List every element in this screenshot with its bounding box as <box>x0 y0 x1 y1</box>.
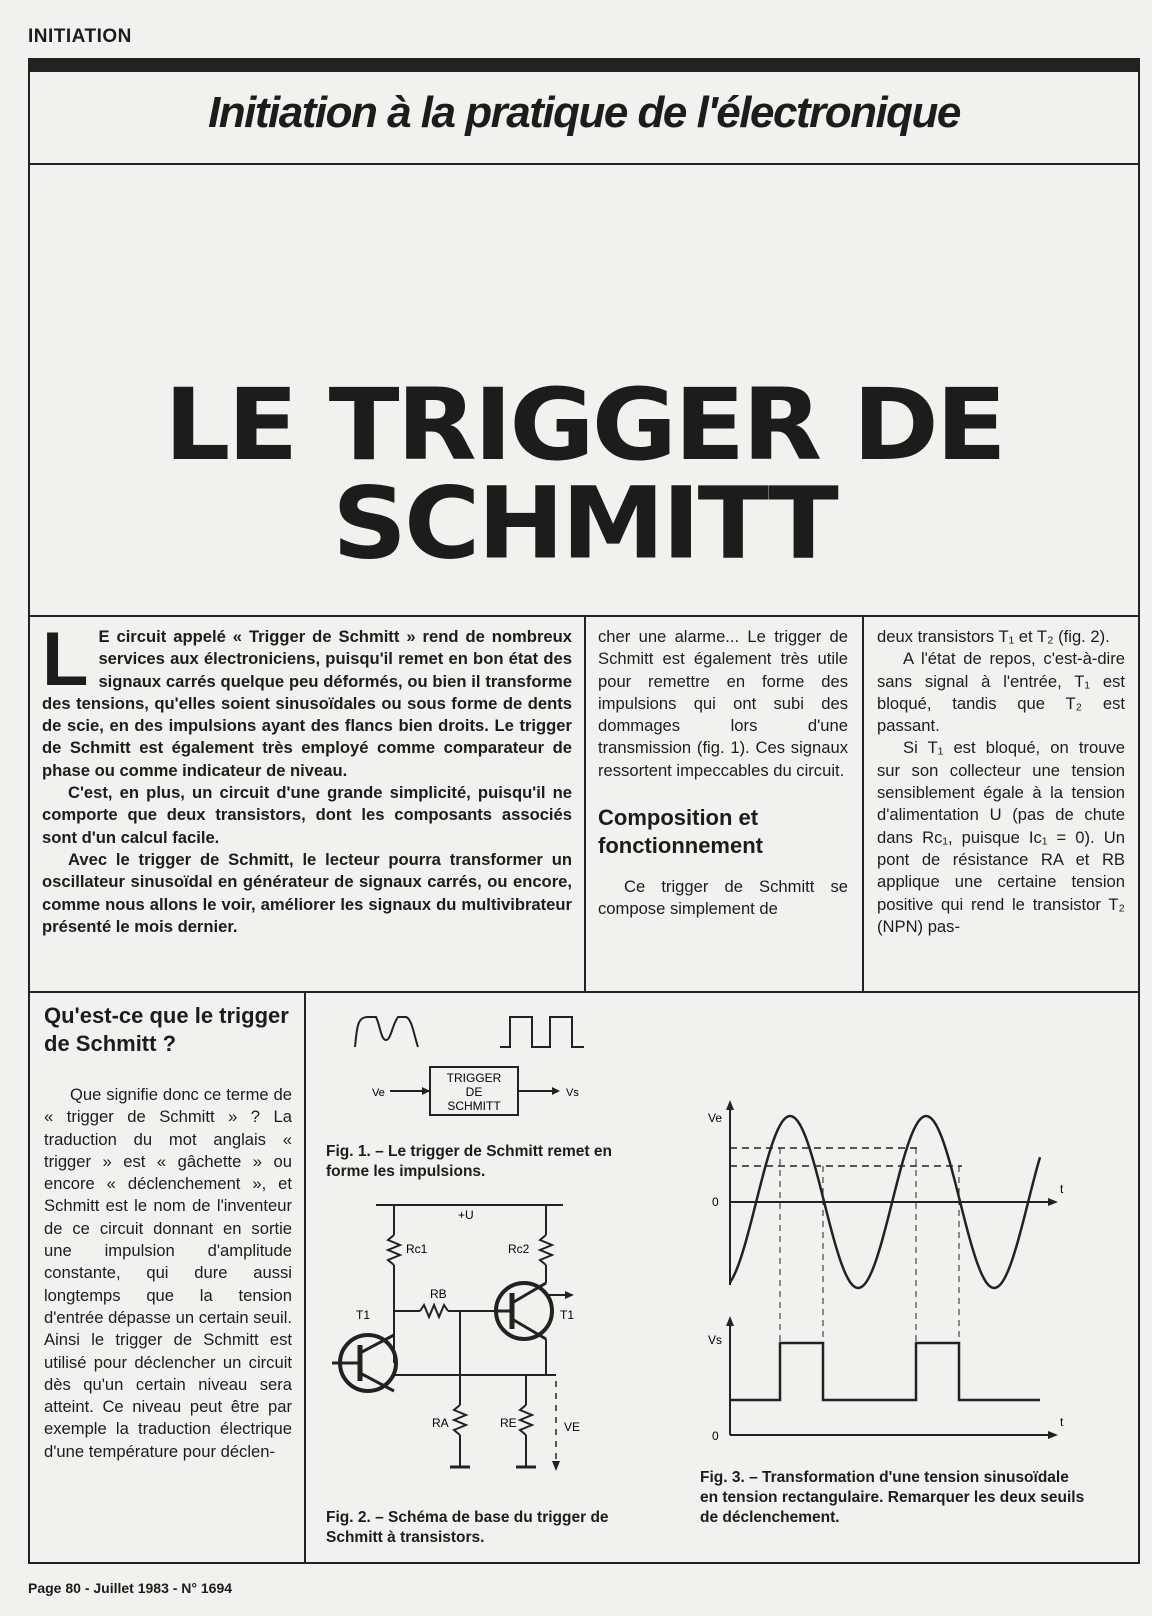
body-paragraph: cher une alarme... Le trigger de Schmitt est également très utile pour remettre en forme des impulsions qui ont subi des dommages lors d'une transmission (fig. 1). Ces signaux ressortent impeccables du circuit. <box>598 627 848 780</box>
t-axis-label: t <box>1060 1415 1064 1429</box>
arrow-icon <box>422 1087 430 1095</box>
rc2-label: Rc2 <box>508 1242 530 1256</box>
input-label: Ve <box>372 1087 385 1099</box>
resistor-ra <box>454 1405 466 1435</box>
trigger-box-text: DE <box>465 1085 483 1099</box>
rc1-label: Rc1 <box>406 1242 428 1256</box>
divider <box>28 163 1140 165</box>
column-rule <box>304 993 306 1562</box>
fig3-caption: Fig. 3. – Transformation d'une tension sinusoïdale en tension rectangulaire. Remarquer les deux seuils de déclenchement. <box>700 1469 1085 1526</box>
intro-paragraph: Avec le trigger de Schmitt, le lecteur pourra transformer un oscillateur sinusoïdal en générateur de signaux carrés, ou encore, comme nous allons le voir, améliorer les signaux du multivibrateur présenté le mois dernier. <box>42 849 572 936</box>
sidebar <box>44 1002 292 1463</box>
ve-axis-label: Ve <box>708 1111 723 1125</box>
intro-text <box>42 617 572 938</box>
intro-paragraph: C'est, en plus, un circuit d'une grande simplicité, puisqu'il ne comporte que deux transistors, dont les composants associés sont d'un calcul facile. <box>42 783 572 847</box>
fig1-diagram <box>310 995 650 1120</box>
vs-axis-label: Vs <box>708 1333 723 1347</box>
fig2-schematic <box>318 1195 618 1495</box>
intro-paragraph: E circuit appelé « Trigger de Schmitt » rend de nombreux services aux électroniciens, puisqu'il remet en bon état des signaux carrés quelque peu déformés, ou bien il transforme des tensions, qu'elles soient sinusoïdales ou sous forme de dents de scie, en des impulsions ayant des flancs bien droits. Le trigger de Schmitt est également très employé comme comparateur de phase ou comme indicateur de niveau. <box>42 627 572 780</box>
sidebar-paragraph: Que signifie donc ce terme de « trigger de Schmitt » ? La traduction du mot anglais « trigger » est « gâchette » ou encore « déclenchement », et Schmitt est le nom de l'inventeur de ce circuit donnant en sortie une impulsion d'amplitude constante, qui dure aussi longtemps que la tension d'entrée dépasse un certain seuil. Ainsi le trigger de Schmitt est utilisé pour déclencher un circuit dès qu'un certain niveau sera atteint. Ce niveau peut être par exemple la traduction électrique d'une température pour déclen- <box>44 1085 292 1461</box>
page-footer: Page 80 - Juillet 1983 - N° 1694 <box>28 1580 233 1596</box>
ve-label: VE <box>564 1420 581 1434</box>
header-rule <box>28 58 1140 72</box>
fig3-waveforms <box>700 1100 1080 1460</box>
supply-label: +U <box>458 1208 474 1222</box>
square-pulse-wave <box>500 1017 584 1047</box>
fig2-caption: Fig. 2. – Schéma de base du trigger de Schmitt à transistors. <box>326 1509 609 1546</box>
column-2 <box>598 626 848 921</box>
resistor-re <box>520 1405 532 1435</box>
t-axis-label: t <box>1060 1182 1064 1196</box>
drop-cap: L <box>42 617 89 702</box>
divider <box>28 991 1140 993</box>
trigger-box-text: TRIGGER <box>446 1071 502 1085</box>
body-paragraph: Si T₁ est bloqué, on trouve sur son collecteur une tension sensiblement égale à la tension d'alimentation U (pas de chute dans Rc₁, puisque Ic₁ = 0). Un pont de résistance RA et RB applique une certaine tension positive qui rend le transistor T₂ (NPN) pas- <box>877 738 1125 936</box>
column-rule <box>584 617 586 991</box>
section-label: INITIATION <box>28 26 132 47</box>
arrow-icon <box>552 1087 560 1095</box>
zero-label: 0 <box>712 1195 719 1209</box>
distorted-pulse-wave <box>355 1017 418 1047</box>
article-kicker: Initiation à la pratique de l'électronique <box>208 88 960 137</box>
ra-label: RA <box>432 1416 449 1430</box>
resistor-rb <box>420 1305 448 1317</box>
t1-label: T1 <box>356 1308 371 1322</box>
fig1-caption: Fig. 1. – Le trigger de Schmitt remet en forme les impulsions. <box>326 1143 612 1180</box>
trigger-box-text: SCHMITT <box>447 1099 501 1113</box>
subheading: Composition et fonctionnement <box>598 805 763 859</box>
article-title: LE TRIGGER DE SCHMITT <box>164 366 1004 582</box>
column-rule <box>862 617 864 991</box>
sidebar-heading: Qu'est-ce que le trigger de Schmitt ? <box>44 1003 289 1056</box>
re-label: RE <box>500 1416 517 1430</box>
column-3 <box>877 626 1125 938</box>
resistor-rc2 <box>540 1235 552 1265</box>
output-label: Vs <box>566 1087 579 1099</box>
rb-label: RB <box>430 1287 447 1301</box>
body-paragraph: A l'état de repos, c'est-à-dire sans signal à l'entrée, T₁ est bloqué, tandis que T₂ est passant. <box>877 649 1125 736</box>
t1-label: T1 <box>560 1308 575 1322</box>
zero-label: 0 <box>712 1429 719 1443</box>
body-paragraph: deux transistors T₁ et T₂ (fig. 2). <box>877 627 1110 646</box>
body-paragraph: Ce trigger de Schmitt se compose simplement de <box>598 877 848 919</box>
resistor-rc1 <box>388 1235 400 1265</box>
square-output-wave <box>730 1343 1040 1400</box>
